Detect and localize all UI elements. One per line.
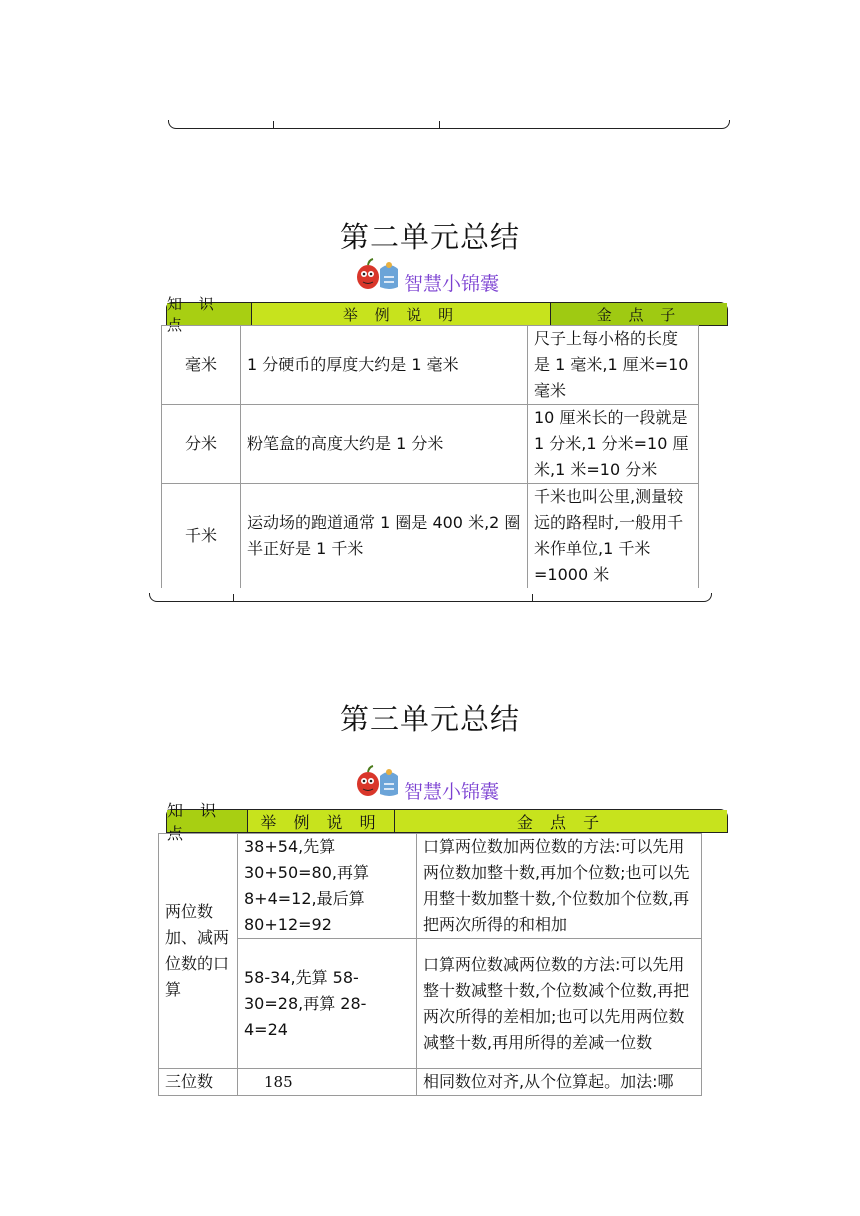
point-cell: 千米	[162, 484, 241, 589]
unit2-subtitle: 智慧小锦囊	[404, 273, 500, 295]
table-row	[159, 834, 702, 939]
header-knowledge: 知 识 点	[167, 303, 252, 325]
header-knowledge: 知 识 点	[167, 810, 248, 832]
example-cell: 58-34,先算 58-30=28,再算 28-4=24	[238, 939, 417, 1069]
tip-cell: 10 厘米长的一段就是 1 分米,1 分米=10 厘米,1 米=10 分米	[528, 405, 699, 484]
point-cell: 两位数加、减两位数的口算	[159, 834, 238, 1069]
table-row	[162, 405, 699, 484]
header-tip: 金 点 子	[394, 810, 727, 832]
example-cell: 185	[238, 1069, 417, 1096]
example-cell: 1 分硬币的厚度大约是 1 毫米	[241, 326, 528, 405]
tip-cell: 口算两位数加两位数的方法:可以先用两位数加整十数,再加个位数;也可以先用整十数加整十数,个位数加个位数,再把两次所得的和相加	[417, 834, 702, 939]
header-example: 举 例 说 明	[342, 305, 460, 324]
unit2-table	[161, 325, 699, 588]
unit3-table	[158, 833, 702, 1096]
point-cell: 毫米	[162, 326, 241, 405]
header-tip: 金 点 子	[550, 303, 727, 325]
tip-cell: 尺子上每小格的长度是 1 毫米,1 厘米=10 毫米	[528, 326, 699, 405]
example-cell: 粉笔盒的高度大约是 1 分米	[241, 405, 528, 484]
tip-cell: 口算两位数减两位数的方法:可以先用整十数减整十数,个位数减个位数,再把两次所得的差相加;也可以先用两位数减整十数,再用所得的差减一位数	[417, 939, 702, 1069]
tip-cell: 千米也叫公里,测量较远的路程时,一般用千米作单位,1 千米=1000 米	[528, 484, 699, 589]
unit2-header	[166, 295, 728, 334]
mascot-icon	[354, 764, 402, 800]
table-row	[162, 484, 699, 589]
unit2-title: 第二单元总结	[339, 220, 520, 254]
unit3-title: 第三单元总结	[339, 702, 520, 736]
table-row	[159, 939, 702, 1069]
table-row	[162, 326, 699, 405]
example-cell: 运动场的跑道通常 1 圈是 400 米,2 圈半正好是 1 千米	[241, 484, 528, 589]
point-cell: 分米	[162, 405, 241, 484]
unit3-header	[166, 801, 728, 843]
header-example: 举 例 说 明	[248, 810, 394, 832]
example-cell: 38+54,先算 30+50=80,再算 8+4=12,最后算 80+12=92	[238, 834, 417, 939]
table-row	[159, 1069, 702, 1096]
tip-cell: 相同数位对齐,从个位算起。加法:哪	[417, 1069, 702, 1096]
table-bottom-bracket-top	[168, 120, 730, 129]
unit3-subtitle: 智慧小锦囊	[404, 781, 500, 803]
point-cell: 三位数	[159, 1069, 238, 1096]
mascot-icon	[354, 257, 402, 293]
table-bottom-bracket	[149, 593, 712, 602]
